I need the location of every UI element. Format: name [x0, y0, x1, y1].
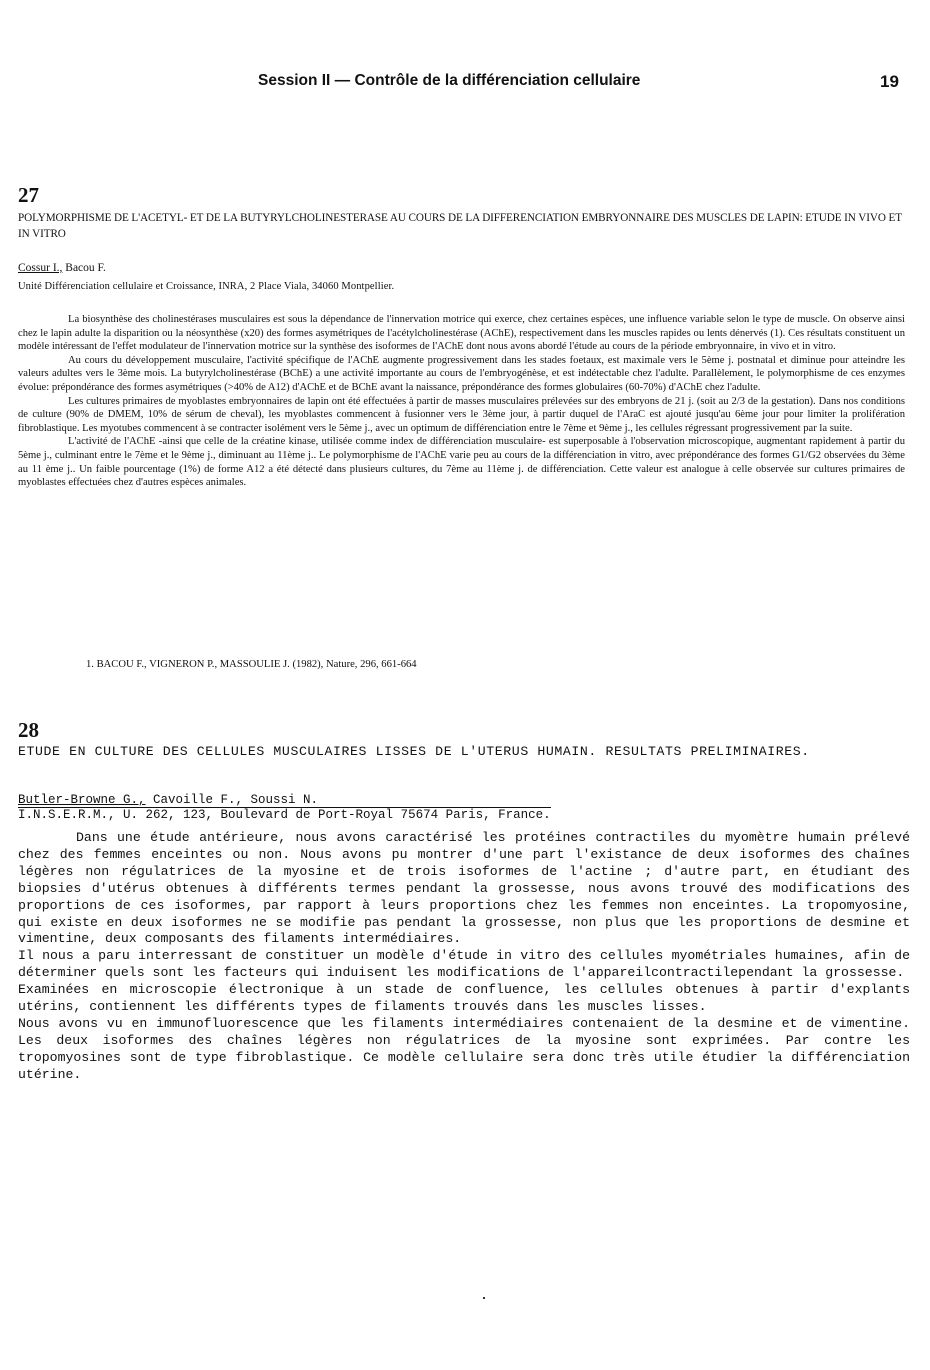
abstract-28-coauthors: Cavoille F., Soussi N. [145, 793, 319, 807]
abstract-28-authors [18, 793, 318, 807]
abstract-27-title: POLYMORPHISME DE L'ACETYL- ET DE LA BUTYRYLCHOLINESTERASE AU COURS DE LA DIFFERENCIATION EMBRYONNAIRE DES MUSCLES DE LAPIN: ETUDE IN VIVO ET IN VITRO [18, 212, 902, 240]
abstract-27-coauthors: Bacou F. [62, 262, 106, 274]
abstract-28-first-author: Butler-Browne G., [18, 793, 146, 807]
abstract-27-paragraph: Au cours du développement musculaire, l'activité spécifique de l'AChE augmente progressivement dans les stades foetaux, est maximale vers le 5ème j. postnatal et diminue pour atteindre les valeurs adultes vers le 3ème mois. La butyrylcholinestérase (BChE) a une activité importante au cours de l'embryogénèse, et est indétectable chez l'adulte. Parallèlement, le polymorphisme de ces enzymes évolue: prépondérance des formes asymétriques (>40% de A12) d'AChE et de BChE avant la naissance, prépondérance des formes globulaires (60-70%) d'AChE chez l'adulte. [18, 354, 905, 393]
running-title: Session II — Contrôle de la différenciation cellulaire [258, 72, 641, 89]
abstract-28-affiliation: I.N.S.E.R.M., U. 262, 123, Boulevard de Port-Royal 75674 Paris, France. [18, 808, 551, 822]
abstract-27-first-author: Cossur I., [18, 262, 63, 274]
abstract-28-paragraph: Examinées en microscopie électronique à un stade de confluence, les cellules obtenues à partir d'explants utérins, contiennent les différents types de filaments trouvés dans les muscles lisses. [18, 982, 910, 1015]
page-number: 19 [880, 72, 899, 91]
abstract-27-number: 27 [18, 183, 39, 207]
abstract-27-paragraph: L'activité de l'AChE -ainsi que celle de la créatine kinase, utilisée comme index de différenciation musculaire- est superposable à l'observation microscopique, augmentant rapidement à partir du 5ème j., culminant entre le 7ème et le 9ème j., diminuant au 11ème j.. Le polymorphisme de l'AChE varie peu au cours de la différenciation in vitro, avec prépondérance des formes G1/G2 observées du 3ème au 11 ème j.. Un faible pourcentage (1%) de forme A12 a été détecté dans plusieurs cultures, du 7ème au 11ème j. de différenciation. Cette valeur est analogue à celle observée sur cultures primaires de myoblastes effectuées chez d'autres espèces animales. [18, 436, 905, 489]
abstract-28-title: ETUDE EN CULTURE DES CELLULES MUSCULAIRES LISSES DE L'UTERUS HUMAIN. RESULTATS PRELIMINAIRES. [18, 744, 810, 759]
abstract-28-body [18, 830, 910, 1084]
abstract-27-reference: 1. BACOU F., VIGNERON P., MASSOULIE J. (1982), Nature, 296, 661-664 [86, 659, 417, 670]
scan-speck [483, 1297, 485, 1299]
abstract-27-body [18, 313, 905, 490]
abstract-28-paragraph: Il nous a paru interressant de constituer un modèle d'étude in vitro des cellules myométriales humaines, afin de déterminer quels sont les facteurs qui induisent les modifications de l'appareilcontractilependant la grossesse. [18, 948, 910, 981]
abstract-27-affiliation: Unité Différenciation cellulaire et Croissance, INRA, 2 Place Viala, 34060 Montpellier. [18, 281, 395, 292]
abstract-27-authors [18, 262, 106, 274]
abstract-27-paragraph: La biosynthèse des cholinestérases musculaires est sous la dépendance de l'innervation motrice qui exerce, chez certaines espèces, une influence variable selon le type de muscle. On observe ainsi chez le lapin adulte la disparition ou la néosynthèse (x20) des formes asymétriques de l'acétylcholinestérase (AChE), respectivement dans les muscles rapides ou lents dénervés (1). Ces résultats constituent un modèle intéressant de l'effet modulateur de l'innervation motrice sur la synthèse des isoformes de l'AChE dont nous avons abordé l'étude au cours de la période embryonnaire, in vivo et in vitro. [18, 314, 905, 353]
abstract-28-paragraph: Dans une étude antérieure, nous avons caractérisé les protéines contractiles du myomètre humain prélevé chez des femmes enceintes ou non. Nous avons pu montrer d'une part l'existance de deux isoformes des chaînes légères non régulatrices de la myosine et de trois isoformes de l'actine ; d'autre part, en étudiant des biopsies d'utérus obtenues à différents termes pendant la grossesse, nous avons trouvé des modifications des proportions de ces isoformes, par rapport à leurs proportions chez les femmes non enceintes. La tropomyosine, qui existe en deux isoformes ne se modifie pas pendant la grossesse, non plus que les proportions de desmine et vimentine, deux composants des filaments intermédiaires. [18, 830, 910, 947]
abstract-28-number: 28 [18, 718, 39, 742]
running-header [0, 72, 930, 94]
abstract-27-paragraph: Les cultures primaires de myoblastes embryonnaires de lapin ont été effectuées à partir de masses musculaires prélevées sur des embryons de 21 j. (soit au 2/3 de la gestation). Dans nos conditions de culture (90% de DMEM, 10% de sérum de cheval), les myoblastes commencent à fusionner vers le 3ème jour, à partir duquel de l'AraC est ajouté jusqu'au 6ème jour pour limiter la prolifération fibroblastique. Les myotubes commencent à se contracter isolément vers le 5ème j., avec un optimum de différenciation entre le 7ème et 9ème j., les cellules régressant progressivement par la suite. [18, 395, 905, 434]
abstract-28-paragraph: Nous avons vu en immunofluorescence que les filaments intermédiaires contenaient de la desmine et de vimentine. Les deux isoformes des chaînes légères non régulatrices de la myosine sont exprimées. Par contre les tropomyosines sont de type fibroblastique. Ce modèle cellulaire sera donc très utile étudier la différenciation utérine. [18, 1015, 910, 1082]
